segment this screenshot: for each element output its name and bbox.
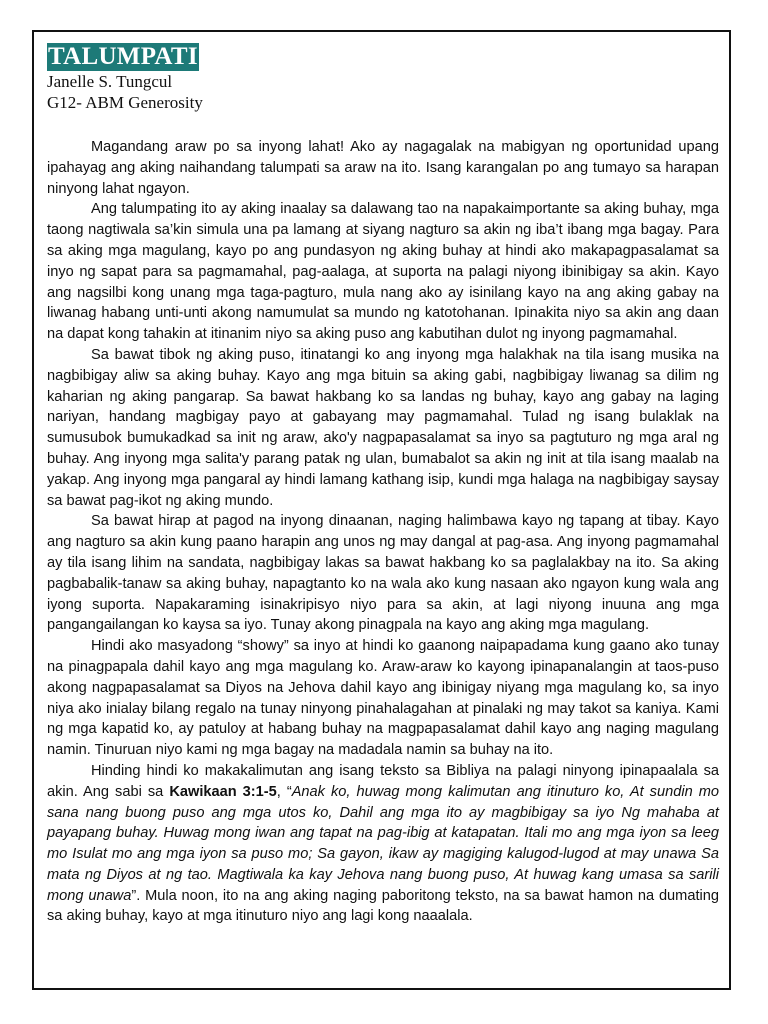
document-header bbox=[47, 43, 727, 113]
paragraph-3: Sa bawat tibok ng aking puso, itinatangi ko ang inyong mga halakhak na tila isang musika na nagbibigay aliw sa aking buhay. Kayo ang mga bituin sa aking gabi, nagbibigay liwanag sa dilim ng kaharian ng aking pangarap. Sa bawat hakbang ko sa landas ng buhay, kayo ang gabay na laging nariyan, handang magbigay payo at gabayang may pagmamahal. Tulad ng isang bulaklak na sumusubok bumukadkad sa init ng araw, ako'y nagpapasalamat sa inyo sa pagtuturo ng mga aral ng buhay. Ang inyong mga salita'y parang patak ng ulan, bumabalot sa akin ng init at tila isang maalab na yakap. Ang inyong mga pangaral ay hindi lamang kathang isip, kundi mga halaga na nagbibigay saysay sa bawat pag-ikot ng aking mundo. bbox=[47, 346, 719, 509]
paragraph-1: Magandang araw po sa inyong lahat! Ako ay nagagalak na mabigyan ng oportunidad upang ipahayag ang aking naihandang talumpati sa araw na ito. Isang karangalan po ang tumayo sa harapan ninyong lahat ngayon. bbox=[47, 139, 719, 197]
paragraph-5: Hindi ako masyadong “showy” sa inyo at hindi ko gaanong naipapadama kung gaano ako tunay na pinagpapala dahil kayo ang mga magulang ko. Araw-araw ko kayong ipinapanalangin at taos-puso akong nagpapasalamat sa Diyos na Jehova dahil kayo ang ibinigay niyang mga magulang ko, sa inyo niya ako inialay bilang regalo na tunay ninyong pinahalagahan at pinalaki ng may takot sa kaniya. Kami ng mga kapatid ko, ay patuloy at habang buhay na magpapasalamat dahil kayo ang naging magulang namin. Tinuruan niyo kami ng mga bagay na madadala namin sa buhay na ito. bbox=[47, 638, 719, 759]
quote-open: , “ bbox=[276, 783, 292, 800]
bible-reference: Kawikaan 3:1-5 bbox=[169, 783, 277, 800]
paragraph-2: Ang talumpating ito ay aking inaalay sa dalawang tao na napakaimportante sa aking buhay, mga taong nagtiwala sa’kin simula una pa lamang at siyang nagturo sa akin ng iba’t ibang mga bagay. Para sa aking mga magulang, kayo po ang pundasyon ng aking buhay at hindi ako makapagpasalamat sa inyo ng sapat para sa pagmamahal, pag-aalaga, at suporta na palagi niyong ibinibigay sa akin. Kayo ang nagsilbi kong unang mga taga-pagturo, mula nang ako ay isinilang kayo na ang aking gabay na liwanag habang unti-unti akong namumulat sa mundo ng katotohanan. Ipinakita niyo sa akin ang daan na dapat kong tahakin at itinanim niyo sa aking puso ang kabutihan dulot ng inyong pagmamahal. bbox=[47, 201, 719, 343]
bible-quote: Anak ko, huwag mong kalimutan ang itinuturo ko, At sundin mo sana nang buong puso ang mga utos ko, Dahil ang mga ito ay magbibigay sa iyo Ng mahaba at payapang buhay. Huwag mong iwan ang tapat na pag-ibig at katapatan. Itali mo ang mga iyon sa leeg mo Isulat mo ang mga iyon sa puso mo; Sa gayon, ikaw ay magiging kalugod-lugod at may unawa Sa mata ng Diyos at ng tao. Magtiwala ka kay Jehova nang buong puso, At huwag kang umasa sa sarili mong unawa bbox=[47, 783, 719, 904]
paragraph-6-intro: Hinding hindi ko makakalimutan ang isang teksto sa Bibliya na palagi ninyong ipinapaalala sa akin. Ang sabi sa bbox=[47, 762, 719, 800]
author-section: G12- ABM Generosity bbox=[47, 93, 203, 112]
paragraph-6-outro: ”. Mula noon, ito na ang aking naging paboritong teksto, na sa bawat hamon na dumating sa aking buhay, kayo at mga itinuturo niyo ang lagi kong naaalala. bbox=[47, 887, 719, 925]
document-title: TALUMPATI bbox=[48, 43, 198, 70]
speech-body bbox=[47, 137, 719, 927]
paragraph-6 bbox=[47, 761, 719, 927]
paragraph-4: Sa bawat hirap at pagod na inyong dinaanan, naging halimbawa kayo ng tapang at tibay. Kayo ang nagturo sa akin kung paano harapin ang unos ng may dangal at pag-asa. Ang inyong pagmamahal ay tila isang lihim na sandata, nagbibigay lakas sa bawat hakbang ko sa paglalakbay na ito. Sa aking pagbabalik-tanaw sa aking buhay, napagtanto ko na wala ako kung nasaan ako ngayon kung wala ang iyong suporta. Napakaraming isinakripisyo niyo para sa akin, at lagi niyong inuuna ang mga pangangailangan ko kaysa sa iyo. Tunay akong pinagpala na kayo ang aking mga magulang. bbox=[47, 513, 719, 634]
author-name: Janelle S. Tungcul bbox=[47, 72, 173, 91]
